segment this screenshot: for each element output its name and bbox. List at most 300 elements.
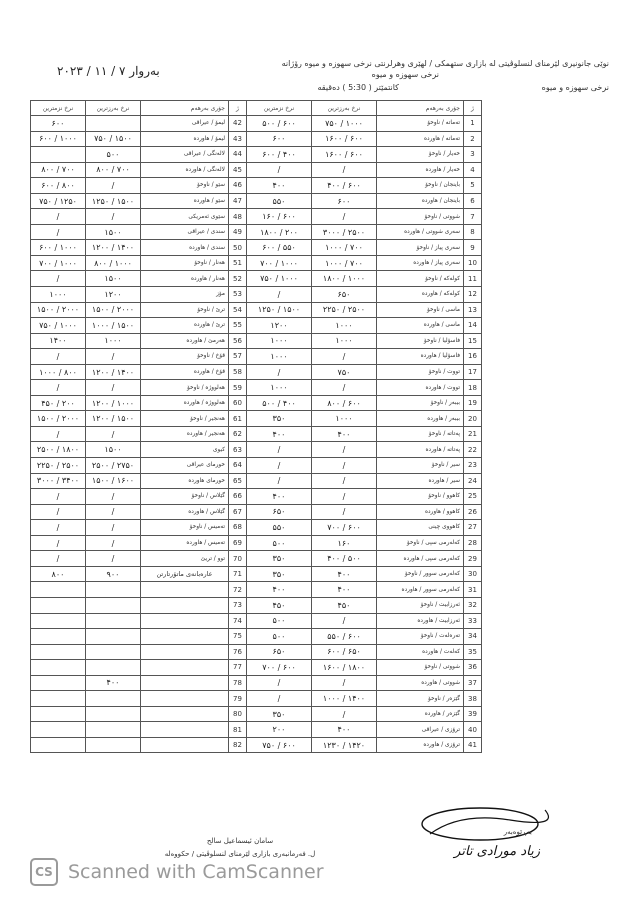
cell-left-low: ۸۰۰ / ۷۰۰ xyxy=(31,162,86,178)
cell-right-num: 26 xyxy=(464,504,482,520)
cell-left-high: / xyxy=(86,520,141,536)
cell-right-num: 33 xyxy=(464,613,482,629)
cell-left-high: ۱۵۰۰ xyxy=(86,271,141,287)
table-row xyxy=(31,364,482,380)
table-row xyxy=(31,240,482,256)
cell-left-name: لالەنگی / عیراقی xyxy=(141,147,229,163)
manager-signature-block xyxy=(420,800,550,860)
cell-left-high: / xyxy=(86,535,141,551)
cell-right-low: ۱۲۰۰ xyxy=(247,318,312,334)
cell-left-num: 79 xyxy=(229,691,247,707)
cell-left-low xyxy=(31,737,86,753)
cell-right-high: ۴۰۰ xyxy=(312,426,377,442)
cell-left-num: 56 xyxy=(229,333,247,349)
cell-right-low: ۴۰۰ xyxy=(247,178,312,194)
cell-left-high: ۹۰۰ xyxy=(86,566,141,582)
cell-left-name: هەرمێ / هاوردە xyxy=(141,333,229,349)
cell-left-num: 55 xyxy=(229,318,247,334)
cell-left-name: لیمۆ / هاوردە xyxy=(141,131,229,147)
cell-right-low: / xyxy=(247,691,312,707)
cell-right-name: ترۆزی / عیراقی xyxy=(377,722,464,738)
cell-right-num: 36 xyxy=(464,660,482,676)
cell-right-low: ۴۰۰ xyxy=(247,489,312,505)
cell-right-high: ۳۰۰۰ / ۲۵۰۰ xyxy=(312,224,377,240)
cell-left-name: هەنجیر / ناوخۆ xyxy=(141,411,229,427)
cell-right-high: ۱۰۰۰ xyxy=(312,411,377,427)
cell-left-high: ۸۰۰ / ۱۰۰۰ xyxy=(86,255,141,271)
cell-left-low: ۶۰۰ / ۱۰۰۰ xyxy=(31,131,86,147)
cell-right-num: 23 xyxy=(464,458,482,474)
cell-left-name: قۆخ / ناوخۆ xyxy=(141,349,229,365)
cell-left-high: ۱۲۰۰ / ۱۴۰۰ xyxy=(86,240,141,256)
cell-left-high xyxy=(86,644,141,660)
cell-right-num: 38 xyxy=(464,691,482,707)
cell-left-num: 77 xyxy=(229,660,247,676)
cell-right-high: / xyxy=(312,380,377,396)
cell-left-low: ۶۰۰ xyxy=(31,116,86,132)
cell-right-high: / xyxy=(312,209,377,225)
cell-right-low: ۴۰۰ xyxy=(247,426,312,442)
table-row xyxy=(31,458,482,474)
cell-left-low: ۱۰۰۰ xyxy=(31,287,86,303)
cell-left-name: ترێ / ناوخۆ xyxy=(141,302,229,318)
cell-right-num: 3 xyxy=(464,147,482,163)
cell-left-high: / xyxy=(86,380,141,396)
cell-right-high: ۵۵۰ / ۶۰۰ xyxy=(312,629,377,645)
cell-right-high: ۴۰۰ xyxy=(312,566,377,582)
cell-right-high: ۴۰۰ xyxy=(312,722,377,738)
cell-right-name: ترۆزی / هاوردە xyxy=(377,737,464,753)
cell-left-num: 52 xyxy=(229,271,247,287)
cell-right-low: / xyxy=(247,442,312,458)
cell-right-num: 28 xyxy=(464,535,482,551)
cell-left-name: لیمۆ / عیراقی xyxy=(141,116,229,132)
cell-right-name: بیبەر / ناوخۆ xyxy=(377,395,464,411)
cell-left-low xyxy=(31,691,86,707)
cell-left-num: 69 xyxy=(229,535,247,551)
cell-right-name: کەلەرمی سوور / ناوخۆ xyxy=(377,566,464,582)
cell-right-high: ۱۰۰۰ / ۷۰۰ xyxy=(312,240,377,256)
cell-left-high: ۱۲۵۰ / ۱۵۰۰ xyxy=(86,193,141,209)
cell-left-name: ترێ / هاوردە xyxy=(141,318,229,334)
cell-right-high: ۶۰۰ / ۶۵۰ xyxy=(312,644,377,660)
cell-right-name: شووتی / ناوخۆ xyxy=(377,209,464,225)
cell-left-num: 68 xyxy=(229,520,247,536)
table-row xyxy=(31,287,482,303)
cell-left-high: ۵۰۰ xyxy=(86,147,141,163)
cell-left-num: 51 xyxy=(229,255,247,271)
cell-left-name: کیوی xyxy=(141,442,229,458)
cell-right-low: ۶۵۰ xyxy=(247,644,312,660)
cell-left-low xyxy=(31,675,86,691)
table-row xyxy=(31,691,482,707)
cell-left-low: / xyxy=(31,489,86,505)
table-row xyxy=(31,349,482,365)
cell-left-low: / xyxy=(31,426,86,442)
cell-left-high: / xyxy=(86,489,141,505)
cell-right-num: 13 xyxy=(464,302,482,318)
document-category: نرخی سهوزه و میوه xyxy=(541,83,609,92)
cell-right-name: سەری شووتی / هاوردە xyxy=(377,224,464,240)
table-header-row xyxy=(31,101,482,116)
cell-right-num: 19 xyxy=(464,395,482,411)
cell-right-low: ۵۰۰ xyxy=(247,535,312,551)
cell-left-num: 58 xyxy=(229,364,247,380)
cell-left-name xyxy=(141,691,229,707)
cell-left-name: سێوی ئەمریکی xyxy=(141,209,229,225)
cell-right-name: کاهووی چینی xyxy=(377,520,464,536)
cell-left-name: مۆز xyxy=(141,287,229,303)
cell-right-low: ۳۵۰ xyxy=(247,706,312,722)
cell-right-high: / xyxy=(312,504,377,520)
cell-right-low: ۶۰۰ / ۵۵۰ xyxy=(247,240,312,256)
cell-left-name: سندی / هاوردە xyxy=(141,240,229,256)
cell-right-num: 35 xyxy=(464,644,482,660)
cell-right-low: / xyxy=(247,675,312,691)
cell-left-low xyxy=(31,582,86,598)
cell-right-num: 29 xyxy=(464,551,482,567)
cell-left-num: 75 xyxy=(229,629,247,645)
cell-right-num: 34 xyxy=(464,629,482,645)
cell-left-num: 53 xyxy=(229,287,247,303)
cell-right-num: 14 xyxy=(464,318,482,334)
cell-left-name xyxy=(141,737,229,753)
cell-left-num: 63 xyxy=(229,442,247,458)
cell-left-name: هەنجیر / هاوردە xyxy=(141,426,229,442)
cell-left-low: ۲۲۵۰ / ۲۵۰۰ xyxy=(31,458,86,474)
cell-left-high: ۱۲۰۰ / ۱۰۰۰ xyxy=(86,395,141,411)
cell-left-name xyxy=(141,597,229,613)
cell-right-low: / xyxy=(247,287,312,303)
cell-left-high xyxy=(86,582,141,598)
cell-left-high xyxy=(86,737,141,753)
cell-right-high: / xyxy=(312,473,377,489)
cell-right-name: تەرەلەت / ناوخۆ xyxy=(377,629,464,645)
table-row xyxy=(31,613,482,629)
cell-left-low: ۷۵۰ / ۱۰۰۰ xyxy=(31,318,86,334)
table-row xyxy=(31,737,482,753)
document-meter: کانتمێتر ( 5:30 ) دەقیقە xyxy=(317,83,399,92)
cell-right-name: فاسۆلیا / ناوخۆ xyxy=(377,333,464,349)
cell-right-low: ۱۰۰۰ xyxy=(247,349,312,365)
cell-right-name: کاهوو / هاوردە xyxy=(377,504,464,520)
cell-right-low: ۷۰۰ / ۶۰۰ xyxy=(247,660,312,676)
table-row xyxy=(31,193,482,209)
cell-left-num: 61 xyxy=(229,411,247,427)
cell-right-num: 40 xyxy=(464,722,482,738)
cell-left-low: / xyxy=(31,271,86,287)
header-name-right: جۆری بەرهەم xyxy=(377,101,464,116)
cell-right-num: 20 xyxy=(464,411,482,427)
table-row xyxy=(31,147,482,163)
table-row xyxy=(31,318,482,334)
cell-right-low: ۵۵۰ xyxy=(247,520,312,536)
table-row xyxy=(31,442,482,458)
cell-right-num: 11 xyxy=(464,271,482,287)
cell-left-name: سێو / ناوخۆ xyxy=(141,178,229,194)
cell-left-num: 60 xyxy=(229,395,247,411)
cell-right-low: ۳۵۰ xyxy=(247,411,312,427)
cell-left-name: هەنار / هاوردە xyxy=(141,271,229,287)
cell-left-num: 72 xyxy=(229,582,247,598)
cell-left-low xyxy=(31,597,86,613)
cell-right-low: / xyxy=(247,473,312,489)
cell-right-name: سیر / هاوردە xyxy=(377,473,464,489)
cell-right-high: ۸۰۰ / ۶۰۰ xyxy=(312,395,377,411)
clerk-title: ل. فەرمانبەری بازاری لێرمنای لنسلوڤیتی / حکووەلە xyxy=(164,850,316,858)
cell-right-num: 41 xyxy=(464,737,482,753)
cell-right-name: باینجان / ناوخۆ xyxy=(377,178,464,194)
header-num-left: ژ xyxy=(229,101,247,116)
cell-left-num: 78 xyxy=(229,675,247,691)
cell-right-name: ئەرزابیت / ناوخۆ xyxy=(377,597,464,613)
cell-right-num: 7 xyxy=(464,209,482,225)
cell-right-low: ۶۰۰ xyxy=(247,131,312,147)
cell-right-name: گێزەر / ناوخۆ xyxy=(377,691,464,707)
cell-left-name xyxy=(141,722,229,738)
cell-right-name: تەماتە / هاوردە xyxy=(377,131,464,147)
table-row xyxy=(31,411,482,427)
cell-right-high: / xyxy=(312,613,377,629)
cell-right-name: پەتاتە / ناوخۆ xyxy=(377,426,464,442)
cell-left-num: 45 xyxy=(229,162,247,178)
cell-left-high xyxy=(86,691,141,707)
cell-left-num: 46 xyxy=(229,178,247,194)
cell-right-high: ۱۶۰ xyxy=(312,535,377,551)
cell-right-low: ۴۰۰ xyxy=(247,582,312,598)
cell-right-high: ۱۲۳۰ / ۱۴۲۰ xyxy=(312,737,377,753)
cell-right-name: شووتی / ناوخۆ xyxy=(377,660,464,676)
cell-right-high: / xyxy=(312,489,377,505)
cell-right-low: ۷۵۰ / ۶۰۰ xyxy=(247,737,312,753)
table-row xyxy=(31,597,482,613)
table-row xyxy=(31,302,482,318)
cell-left-name: لالەنگی / هاوردە xyxy=(141,162,229,178)
cell-left-name xyxy=(141,582,229,598)
cell-right-low: ۳۵۰ xyxy=(247,551,312,567)
cell-right-high: / xyxy=(312,349,377,365)
cell-left-low: / xyxy=(31,349,86,365)
cell-left-name-handwritten: عارەبانەی ماتۆرتارتن xyxy=(141,566,229,582)
cell-left-high: ۲۵۰۰ / ۲۷۵۰ xyxy=(86,458,141,474)
cell-left-num: 64 xyxy=(229,458,247,474)
cell-left-name: تەمیس / هاوردە xyxy=(141,535,229,551)
cell-right-num: 22 xyxy=(464,442,482,458)
cell-right-name: کەلەرمی سوور / هاوردە xyxy=(377,582,464,598)
cell-right-high: ۱۰۰۰ / ۱۴۰۰ xyxy=(312,691,377,707)
table-row xyxy=(31,178,482,194)
cell-left-num: 70 xyxy=(229,551,247,567)
cell-right-high: ۱۶۰۰ / ۶۰۰ xyxy=(312,131,377,147)
cell-left-low xyxy=(31,660,86,676)
table-row xyxy=(31,535,482,551)
header-name-left: جۆری بەرهەم xyxy=(141,101,229,116)
cell-left-low xyxy=(31,629,86,645)
cell-right-name: باینجان / هاوردە xyxy=(377,193,464,209)
cell-left-name: سێو / هاوردە xyxy=(141,193,229,209)
cell-right-high: / xyxy=(312,706,377,722)
cell-left-low: ۱۵۰۰ / ۲۰۰۰ xyxy=(31,411,86,427)
cell-right-name: کاهوو / ناوخۆ xyxy=(377,489,464,505)
table-row xyxy=(31,629,482,645)
cell-left-high: ۱۲۰۰ / ۱۴۰۰ xyxy=(86,364,141,380)
cell-left-low xyxy=(31,147,86,163)
table-row xyxy=(31,333,482,349)
cell-left-high: ۱۵۰۰ xyxy=(86,224,141,240)
cell-left-num: 57 xyxy=(229,349,247,365)
table-row xyxy=(31,722,482,738)
cell-right-high: / xyxy=(312,442,377,458)
cell-right-num: 2 xyxy=(464,131,482,147)
cell-left-high: ۱۵۰۰ / ۲۰۰۰ xyxy=(86,302,141,318)
header-num-right: ژ xyxy=(464,101,482,116)
cell-left-name xyxy=(141,675,229,691)
cell-left-name xyxy=(141,629,229,645)
cell-left-low xyxy=(31,644,86,660)
cell-right-name: ئەرزابیت / هاوردە xyxy=(377,613,464,629)
table-row xyxy=(31,116,482,132)
cell-left-name: خورمای هاوردە xyxy=(141,473,229,489)
cell-right-name: تەماتە / ناوخۆ xyxy=(377,116,464,132)
cell-left-high xyxy=(86,116,141,132)
cell-right-low: / xyxy=(247,162,312,178)
cell-left-num: 71 xyxy=(229,566,247,582)
cell-right-name: تووت / هاوردە xyxy=(377,380,464,396)
cell-right-name: خەیار / ناوخۆ xyxy=(377,147,464,163)
price-table xyxy=(30,100,482,753)
cell-right-name: سەری پیاز / ناوخۆ xyxy=(377,240,464,256)
cell-right-num: 27 xyxy=(464,520,482,536)
cell-left-high xyxy=(86,722,141,738)
cell-left-num: 50 xyxy=(229,240,247,256)
cell-right-high: ۴۵۰ xyxy=(312,597,377,613)
cell-right-high: ۱۰۰۰ xyxy=(312,318,377,334)
cell-right-name: بیبەر / هاوردە xyxy=(377,411,464,427)
table-row xyxy=(31,271,482,287)
cell-right-name: ماسی / ناوخۆ xyxy=(377,302,464,318)
cell-left-num: 47 xyxy=(229,193,247,209)
cell-left-num: 43 xyxy=(229,131,247,147)
cell-left-num: 54 xyxy=(229,302,247,318)
cell-right-high: / xyxy=(312,675,377,691)
cell-right-num: 18 xyxy=(464,380,482,396)
cell-left-low: ۷۵۰ / ۱۲۵۰ xyxy=(31,193,86,209)
table-row xyxy=(31,489,482,505)
cell-left-num: 44 xyxy=(229,147,247,163)
cell-left-high: / xyxy=(86,178,141,194)
cell-right-num: 31 xyxy=(464,582,482,598)
table-row xyxy=(31,566,482,582)
cell-left-low: ۱۰۰۰ / ۸۰۰ xyxy=(31,364,86,380)
cell-left-name xyxy=(141,706,229,722)
table-row xyxy=(31,473,482,489)
cell-right-low: ۶۵۰ xyxy=(247,504,312,520)
cell-right-high: ۶۵۰ xyxy=(312,287,377,303)
cell-left-low: / xyxy=(31,535,86,551)
cell-right-name: سیر / ناوخۆ xyxy=(377,458,464,474)
cell-left-name: گێلاس / ناوخۆ xyxy=(141,489,229,505)
cell-left-low xyxy=(31,722,86,738)
cell-right-low: ۱۰۰۰ xyxy=(247,380,312,396)
cell-left-high: ۴۰۰ xyxy=(86,675,141,691)
table-row xyxy=(31,162,482,178)
cell-left-high: / xyxy=(86,551,141,567)
table-row xyxy=(31,706,482,722)
table-row xyxy=(31,660,482,676)
cell-left-low: ۷۰۰ / ۱۰۰۰ xyxy=(31,255,86,271)
cell-left-num: 65 xyxy=(229,473,247,489)
cell-right-high: ۴۰۰ xyxy=(312,582,377,598)
cell-left-name: سندی / عیراقی xyxy=(141,224,229,240)
cell-left-low: ۴۵۰ / ۲۰۰ xyxy=(31,395,86,411)
cell-right-high: ۱۰۰۰ / ۷۰۰ xyxy=(312,255,377,271)
cell-right-high: ۶۰۰ xyxy=(312,193,377,209)
manager-signature: زیاد مورادی تاتر xyxy=(454,844,540,859)
cell-left-low: / xyxy=(31,224,86,240)
cell-right-name: فاسۆلیا / هاوردە xyxy=(377,349,464,365)
cell-right-low: ۵۰۰ / ۴۰۰ xyxy=(247,395,312,411)
cell-right-name: خەیار / هاوردە xyxy=(377,162,464,178)
cell-left-low xyxy=(31,613,86,629)
cell-right-high: ۴۰۰ / ۶۰۰ xyxy=(312,178,377,194)
cell-left-num: 74 xyxy=(229,613,247,629)
cell-right-num: 9 xyxy=(464,240,482,256)
cell-right-low: ۴۵۰ xyxy=(247,597,312,613)
cell-left-name: تەمیس / ناوخۆ xyxy=(141,520,229,536)
cell-left-name xyxy=(141,613,229,629)
cell-left-num: 48 xyxy=(229,209,247,225)
cell-right-num: 5 xyxy=(464,178,482,194)
cell-left-num: 59 xyxy=(229,380,247,396)
cell-right-name: تووت / ناوخۆ xyxy=(377,364,464,380)
cell-right-low: ۱۸۰۰ / ۲۰۰ xyxy=(247,224,312,240)
camscanner-logo-icon: CS xyxy=(30,858,58,886)
cell-right-name: کەلەرمی سپی / هاوردە xyxy=(377,551,464,567)
table-row xyxy=(31,224,482,240)
cell-left-low: / xyxy=(31,551,86,567)
cell-left-high xyxy=(86,629,141,645)
cell-right-num: 32 xyxy=(464,597,482,613)
cell-right-num: 16 xyxy=(464,349,482,365)
cell-right-high: ۱۸۰۰ / ۱۰۰۰ xyxy=(312,271,377,287)
cell-right-name: کەلەرمی سپی / ناوخۆ xyxy=(377,535,464,551)
cell-left-high: ۱۲۰۰ xyxy=(86,287,141,303)
cell-right-low: ۶۰۰ / ۴۰۰ xyxy=(247,147,312,163)
cell-right-name: کولەکە / ناوخۆ xyxy=(377,271,464,287)
cell-left-num: 80 xyxy=(229,706,247,722)
cell-right-low: ۲۰۰ xyxy=(247,722,312,738)
document-title: نوێی جانونیری لێرمنای لنسلوڤیتی له بازاری ستهمکی / لهێری وهرلرنتی نرخی سهوزه و میوه رۆژانه xyxy=(281,59,609,68)
cell-right-high: ۴۰۰ / ۵۰۰ xyxy=(312,551,377,567)
cell-right-name: گێزەر / هاوردە xyxy=(377,706,464,722)
cell-left-high: / xyxy=(86,209,141,225)
cell-right-low: / xyxy=(247,458,312,474)
cell-right-low: ۵۰۰ xyxy=(247,629,312,645)
table-row xyxy=(31,644,482,660)
cell-left-num: 76 xyxy=(229,644,247,660)
cell-right-num: 15 xyxy=(464,333,482,349)
cell-right-high: ۱۰۰۰ xyxy=(312,333,377,349)
cell-right-name: شووتی / هاوردە xyxy=(377,675,464,691)
cell-right-num: 30 xyxy=(464,566,482,582)
cell-left-num: 66 xyxy=(229,489,247,505)
cell-left-high: ۱۰۰۰ xyxy=(86,333,141,349)
cell-left-high xyxy=(86,660,141,676)
cell-right-high: / xyxy=(312,162,377,178)
cell-right-low: ۷۰۰ / ۱۰۰۰ xyxy=(247,255,312,271)
cell-left-high: ۸۰۰ / ۷۰۰ xyxy=(86,162,141,178)
cell-left-high: ۱۲۰۰ / ۱۵۰۰ xyxy=(86,411,141,427)
